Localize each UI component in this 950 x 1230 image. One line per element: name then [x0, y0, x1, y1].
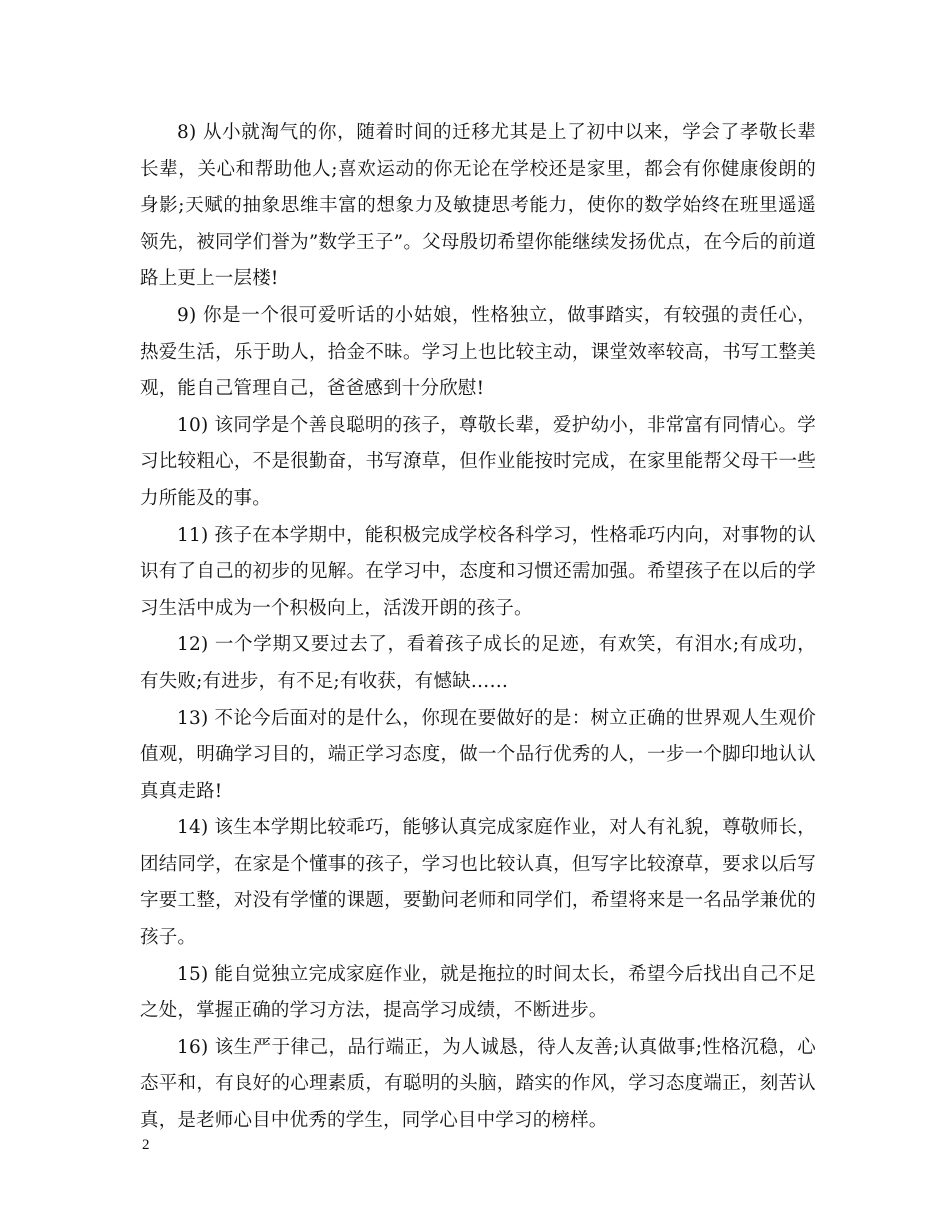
paragraph-comment-10: 10) 该同学是个善良聪明的孩子，尊敬长辈，爱护幼小，非常富有同情心。学习比较粗心，不是很勤奋，书写潦草，但作业能按时完成，在家里能帮父母干一些力所能及的事。 — [140, 414, 816, 509]
document-body — [140, 115, 816, 1140]
page-number: 2 — [142, 1137, 150, 1153]
paragraph-comment-16: 16) 该生严于律己，品行端正，为人诚恳，待人友善;认真做事;性格沉稳，心态平和，有良好的心理素质，有聪明的头脑，踏实的作风，学习态度端正，刻苦认真，是老师心目中优秀的学生，同学心目中学习的榜样。 — [140, 1036, 816, 1132]
paragraph-comment-13: 13) 不论今后面对的是什么，你现在要做好的是：树立正确的世界观人生观价值观，明确学习目的，端正学习态度，做一个品行优秀的人，一步一个脚印地认认真真走路! — [140, 707, 816, 802]
paragraph-comment-11: 11) 孩子在本学期中，能积极完成学校各科学习，性格乖巧内向，对事物的认识有了自己的初步的见解。在学习中，态度和习惯还需加强。希望孩子在以后的学习生活中成为一个积极向上，活泼开朗的孩子。 — [140, 524, 816, 619]
paragraph-comment-14: 14) 该生本学期比较乖巧，能够认真完成家庭作业，对人有礼貌，尊敬师长，团结同学，在家是个懂事的孩子，学习也比较认真，但写字比较潦草，要求以后写字要工整，对没有学懂的课题，要勤问老师和同学们，希望将来是一名品学兼优的孩子。 — [140, 817, 816, 949]
paragraph-comment-9: 9) 你是一个很可爱听话的小姑娘，性格独立，做事踏实，有较强的责任心，热爱生活，乐于助人，拾金不昧。学习上也比较主动，课堂效率较高，书写工整美观，能自己管理自己，爸爸感到十分欣慰! — [140, 304, 816, 400]
paragraph-comment-8: 8) 从小就淘气的你，随着时间的迁移尤其是上了初中以来，学会了孝敬长辈长辈，关心和帮助他人;喜欢运动的你无论在学校还是家里，都会有你健康俊朗的身影;天赋的抽象思维丰富的想象力及敏捷思考能力，使你的数学始终在班里遥遥领先，被同学们誉为”数学王子”。父母殷切希望你能继续发扬优点，在今后的前道路上更上一层楼! — [140, 122, 816, 290]
paragraph-comment-15: 15) 能自觉独立完成家庭作业，就是拖拉的时间太长，希望今后找出自己不足之处，掌握正确的学习方法，提高学习成绩，不断进步。 — [140, 963, 816, 1022]
paragraph-comment-12: 12) 一个学期又要过去了，看着孩子成长的足迹，有欢笑，有泪水;有成功，有失败;有进步，有不足;有收获，有憾缺…… — [140, 634, 816, 692]
